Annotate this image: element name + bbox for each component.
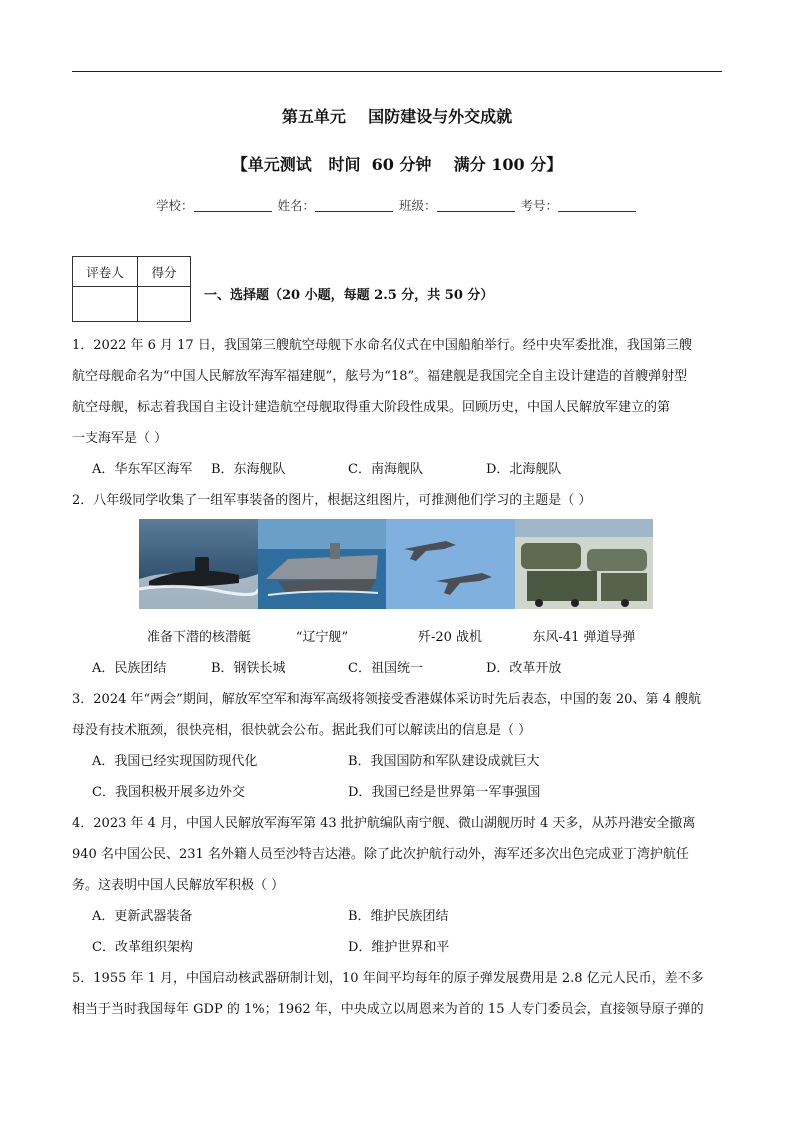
submarine-photo: [139, 519, 258, 609]
question-1-option-d[interactable]: D．北海舰队: [486, 462, 562, 477]
school-blank[interactable]: [194, 198, 272, 212]
grader-cell[interactable]: [73, 287, 138, 322]
question-4-option-a[interactable]: A．更新武器装备: [92, 909, 193, 924]
fighter-jet-photo: [386, 519, 515, 609]
name-blank[interactable]: [315, 198, 393, 212]
exam-number-label: 考号：: [520, 198, 558, 213]
question-4-option-d[interactable]: D．维护世界和平: [348, 940, 450, 955]
photo-caption-missile: 东风-41 弹道导弹: [532, 630, 636, 645]
question-2-line: 2．八年级同学收集了一组军事装备的图片，根据这组图片，可推测他们学习的主题是（ ）: [72, 493, 592, 508]
question-2-option-a[interactable]: A．民族团结: [92, 661, 167, 676]
question-4-line: 务。这表明中国人民解放军积极（ ）: [72, 878, 285, 893]
photo-caption-carrier: “辽宁舰”: [295, 630, 349, 645]
question-5-line: 5．1955 年 1 月，中国启动核武器研制计划，10 年间平均每年的原子弹发展费用是 2.8 亿元人民币，差不多: [72, 971, 704, 986]
question-1-option-b[interactable]: B．东海舰队: [211, 462, 286, 477]
page-title: 第五单元 国防建设与外交成就: [281, 107, 513, 126]
question-4-option-b[interactable]: B．维护民族团结: [348, 909, 449, 924]
question-3-option-c[interactable]: C．我国积极开展多边外交: [92, 785, 245, 800]
name-label: 姓名：: [277, 198, 315, 213]
question-2-option-b[interactable]: B．钢铁长城: [211, 661, 286, 676]
header-rule: [72, 71, 722, 72]
question-1-line: 航空母舰，标志着我国自主设计建造航空母舰取得重大阶段性成果。回顾历史，中国人民解放军建立的第: [72, 400, 671, 415]
ballistic-missile-photo: [515, 519, 653, 609]
question-3-option-b[interactable]: B．我国国防和军队建设成就巨大: [348, 754, 540, 769]
school-label: 学校：: [155, 198, 194, 213]
score-header: 得分: [138, 257, 191, 287]
question-4-option-c[interactable]: C．改革组织架构: [92, 940, 193, 955]
grader-score-table: [72, 256, 191, 322]
class-label: 班级：: [398, 198, 437, 213]
section-heading: 一、选择题（20 小题，每题 2.5 分，共 50 分）: [204, 288, 494, 303]
question-1-option-a[interactable]: A．华东军区海军: [92, 462, 193, 477]
question-1-line: 航空母舰命名为“中国人民解放军海军福建舰”，舷号为“18”。福建舰是我国完全自主设计建造的首艘弹射型: [72, 369, 688, 384]
student-info-fields: [0, 196, 794, 214]
question-3-line: 母没有技术瓶颈，很快亮相，很快就会公布。据此我们可以解读出的信息是（ ）: [72, 723, 532, 738]
question-3-option-d[interactable]: D．我国已经是世界第一军事强国: [348, 785, 541, 800]
grader-header: 评卷人: [73, 257, 138, 287]
question-5-line: 相当于当时我国每年 GDP 的 1%；1962 年，中央成立以周恩来为首的 15 人专门委员会，直接领导原子弹的: [72, 1002, 704, 1017]
question-3-line: 3．2024 年“两会”期间，解放军空军和海军高级将领接受香港媒体采访时先后表态，中国的轰 20、第 4 艘航: [72, 692, 701, 707]
aircraft-carrier-photo: [258, 519, 386, 609]
question-2-option-c[interactable]: C．祖国统一: [348, 661, 423, 676]
question-3-option-a[interactable]: A．我国已经实现国防现代化: [92, 754, 258, 769]
question-2-option-d[interactable]: D．改革开放: [486, 661, 562, 676]
photo-caption-fighter: 歼-20 战机: [417, 630, 483, 645]
exam-number-blank[interactable]: [558, 198, 636, 212]
class-blank[interactable]: [437, 198, 515, 212]
question-1-option-c[interactable]: C．南海舰队: [348, 462, 423, 477]
page-subtitle: 【单元测试 时间 60 分钟 满分 100 分】: [231, 155, 563, 174]
photo-caption-submarine: 准备下潜的核潜艇: [146, 630, 252, 645]
question-1-line: 一支海军是（ ）: [72, 431, 168, 446]
question-4-line: 940 名中国公民、231 名外籍人员至沙特吉达港。除了此次护航行动外，海军还多次出色完成亚丁湾护航任: [72, 847, 689, 862]
score-cell[interactable]: [138, 287, 191, 322]
question-4-line: 4．2023 年 4 月，中国人民解放军海军第 43 批护航编队南宁舰、微山湖舰历时 4 天多，从苏丹港安全撤离: [72, 816, 696, 831]
question-1-line: 1．2022 年 6 月 17 日，我国第三艘航空母舰下水命名仪式在中国船舶举行。经中央军委批准，我国第三艘: [72, 338, 692, 353]
